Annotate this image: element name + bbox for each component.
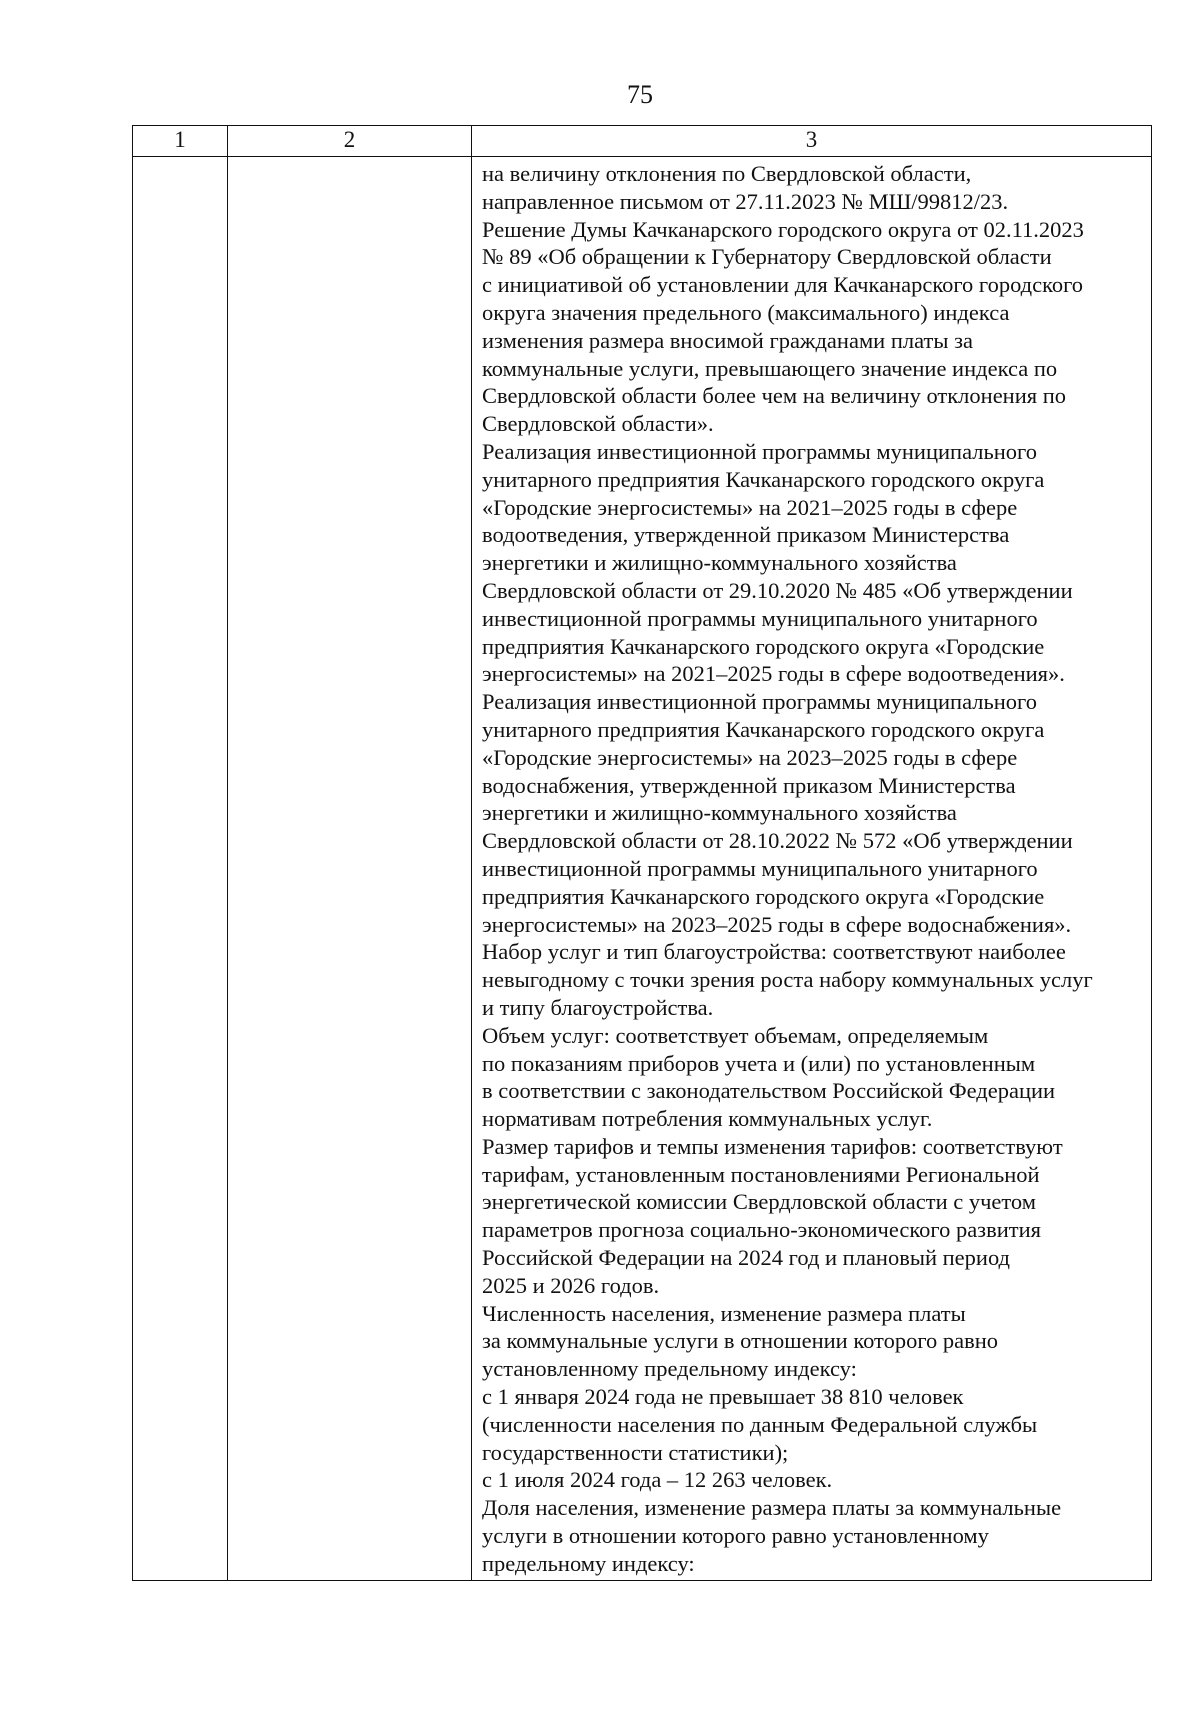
text-line: Решение Думы Качканарского городского округа от 02.11.2023	[482, 216, 1084, 242]
text-line: предприятия Качканарского городского округа «Городские	[482, 883, 1045, 909]
text-line: инвестиционной программы муниципального унитарного	[482, 605, 1038, 631]
text-line: (численности населения по данным Федеральной службы	[482, 1411, 1038, 1437]
text-line: Свердловской области от 29.10.2020 № 485 «Об утверждении	[482, 577, 1073, 603]
text-line: установленному предельному индексу:	[482, 1356, 857, 1382]
text-line: № 89 «Об обращении к Губернатору Свердловской области	[482, 244, 1052, 270]
text-line: унитарного предприятия Качканарского городского округа	[482, 466, 1045, 492]
document-table	[132, 125, 1152, 1581]
text-line: Реализация инвестиционной программы муниципального	[482, 438, 1037, 464]
page-number: 75	[627, 80, 653, 109]
text-line: Набор услуг и тип благоустройства: соответствуют наиболее	[482, 939, 1066, 965]
text-line: государственности статистики);	[482, 1439, 789, 1465]
text-line: за коммунальные услуги в отношении которого равно	[482, 1328, 999, 1354]
text-line: Реализация инвестиционной программы муниципального	[482, 689, 1037, 715]
text-line: водоотведения, утвержденной приказом Министерства	[482, 522, 1010, 548]
cell-col-1	[133, 157, 228, 1581]
text-line: Свердловской области».	[482, 411, 714, 437]
text-line: предприятия Качканарского городского округа «Городские	[482, 633, 1045, 659]
text-line: по показаниям приборов учета и (или) по установленным	[482, 1050, 1036, 1076]
text-line: энергосистемы» на 2021–2025 годы в сфере водоотведения».	[482, 661, 1065, 687]
text-line: Доля населения, изменение размера платы за коммунальные	[482, 1495, 1062, 1521]
text-line: энергосистемы» на 2023–2025 годы в сфере водоснабжения».	[482, 911, 1072, 937]
text-line: на величину отклонения по Свердловской области,	[482, 161, 972, 186]
text-line: предельному индексу:	[482, 1550, 695, 1576]
text-line: Свердловской области более чем на величину отклонения по	[482, 383, 1067, 409]
text-line: Размер тарифов и темпы изменения тарифов: соответствуют	[482, 1133, 1063, 1159]
text-line: Численность населения, изменение размера платы	[482, 1300, 966, 1326]
text-line: «Городские энергосистемы» на 2021–2025 годы в сфере	[482, 494, 1018, 520]
header-cell-3: 3	[472, 126, 1152, 157]
text-line: водоснабжения, утвержденной приказом Министерства	[482, 772, 1016, 798]
table-row	[133, 157, 1152, 1581]
cell-col-3-text	[472, 157, 1151, 1578]
text-line: изменения размера вносимой гражданами платы за	[482, 327, 973, 353]
text-line: тарифам, установленным постановлениями Региональной	[482, 1161, 1040, 1187]
text-line: Объем услуг: соответствует объемам, определяемым	[482, 1022, 989, 1048]
text-line: коммунальные услуги, превышающего значение индекса по	[482, 355, 1058, 381]
text-line: энергетики и жилищно-коммунального хозяйства	[482, 550, 957, 576]
text-line: с 1 января 2024 года не превышает 38 810 человек	[482, 1384, 964, 1410]
text-line: невыгодному с точки зрения роста набору коммунальных услуг	[482, 967, 1093, 993]
text-line: услуги в отношении которого равно установленному	[482, 1523, 989, 1549]
cell-col-2	[228, 157, 472, 1581]
text-line: в соответствии с законодательством Российской Федерации	[482, 1078, 1056, 1104]
text-line: «Городские энергосистемы» на 2023–2025 годы в сфере	[482, 744, 1018, 770]
text-line: и типу благоустройства.	[482, 994, 714, 1020]
cell-col-3	[472, 157, 1152, 1581]
text-line: с инициативой об установлении для Качканарского городского	[482, 272, 1084, 298]
table-header-row	[133, 126, 1152, 157]
header-cell-1: 1	[133, 126, 228, 157]
text-line: унитарного предприятия Качканарского городского округа	[482, 716, 1045, 742]
text-line: направленное письмом от 27.11.2023 № МШ/99812/23.	[482, 188, 1009, 214]
text-line: параметров прогноза социально-экономического развития	[482, 1217, 1041, 1243]
text-line: энергетики и жилищно-коммунального хозяйства	[482, 800, 957, 826]
text-line: энергетической комиссии Свердловской области с учетом	[482, 1189, 1036, 1215]
header-cell-2: 2	[228, 126, 472, 157]
text-line: инвестиционной программы муниципального унитарного	[482, 855, 1038, 881]
text-line: с 1 июля 2024 года – 12 263 человек.	[482, 1467, 833, 1493]
text-line: нормативам потребления коммунальных услуг.	[482, 1106, 933, 1132]
text-line: Свердловской области от 28.10.2022 № 572 «Об утверждении	[482, 828, 1073, 854]
text-line: округа значения предельного (максимального) индекса	[482, 299, 1010, 325]
text-line: 2025 и 2026 годов.	[482, 1272, 660, 1298]
text-line: Российской Федерации на 2024 год и плановый период	[482, 1245, 1011, 1271]
